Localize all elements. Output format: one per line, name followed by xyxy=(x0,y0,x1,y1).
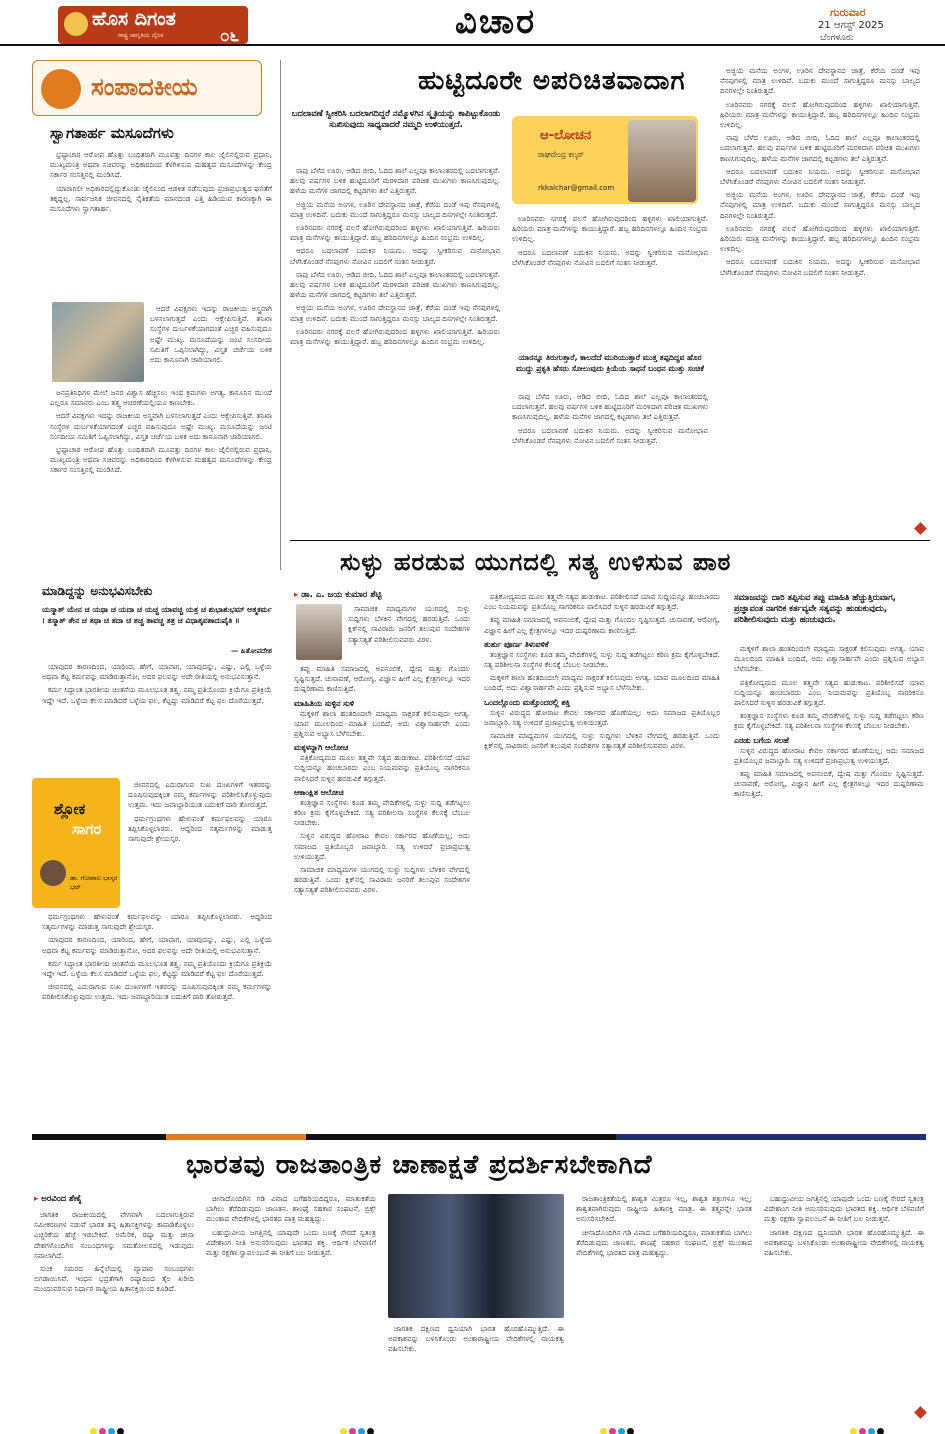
article1-col-2 xyxy=(512,214,708,350)
article1-para-9: ಆದರೂ ಬದಲಾವಣೆ ಬದುಕಿನ ನಿಯಮ. ಅದನ್ನು ಸ್ವೀಕರಿಸುವ ಮನೋಭಾವ ಬೆಳೆಸಿಕೊಂಡರೆ ನೆನಪುಗಳು ನೋವಿನ ಬದಲಿಗೆ ಸಂತಸ ನೀಡುತ್ತವೆ. xyxy=(512,247,708,267)
article2-col-1 xyxy=(294,664,470,1124)
article2-para-14: ಮಕ್ಕಳಿಗೆ ಶಾಲಾ ಹಂತದಿಂದಲೇ ಮಾಧ್ಯಮ ಸಾಕ್ಷರತೆ ಕಲಿಸುವುದು ಅಗತ್ಯ. ಯಾವ ಮೂಲದಿಂದ ಮಾಹಿತಿ ಬಂದಿದೆ, ಅದು ವಿಶ್ವಾಸಾರ್ಹವೇ ಎಂದು ಪ್ರಶ್ನಿಸುವ ಅಭ್ಯಾಸ ಬೆಳೆಸಬೇಕು. xyxy=(734,644,924,674)
sloka-author-photo xyxy=(40,860,66,886)
band-navy xyxy=(616,1134,926,1140)
article3-author: ಅರವಿಂದ ಶೆಣೈ xyxy=(41,1194,82,1204)
sloka-box xyxy=(32,778,120,908)
sloka-box-title-1: ಶ್ಲೋಕ xyxy=(54,800,86,818)
article1-para-1: ನಾವು ಬೆಳೆದ ಊರು, ಆಡಿದ ಬೀದಿ, ಓದಿದ ಶಾಲೆ ಎಲ್ಲವೂ ಕಾಲಾಂತರದಲ್ಲಿ ಬದಲಾಗುತ್ತವೆ. ಹಲವು ವರ್ಷಗಳ ಬಳಿಕ ಹುಟ್ಟಿದೂರಿಗೆ ಮರಳಿದಾಗ ಪರಿಚಿತ ಮುಖಗಳು ಕಾಣಸಿಗುವುದಿಲ್ಲ. ಹಳೆಯ ಮನೆಗಳ ಜಾಗದಲ್ಲಿ ಕಟ್ಟಡಗಳು ತಲೆ ಎತ್ತಿರುತ್ತವೆ. xyxy=(290,166,500,196)
article1-deck: ಬದಲಾವಣೆ ಸ್ವೀಕರಿಸಿ ಬದಲಾಗದಿದ್ದರೆ ನಮ್ಮೊಳಗಿನ ಸ್ಮೃತಿಯನ್ನು ಕಾಪಿಟ್ಟುಕೊಂಡು ಸುಖಿಸುವುದು ಸಾಧ್ಯವಾದರೆ ನಮ್ಮದಿ ಉಳಿಯುತ್ತದೆ. xyxy=(291,108,501,129)
article2-headline: ಸುಳ್ಳು ಹರಡುವ ಯುಗದಲ್ಲಿ ಸತ್ಯ ಉಳಿಸುವ ಪಾಠ xyxy=(340,548,732,576)
article1-para-11: ಆದರೂ ಬದಲಾವಣೆ ಬದುಕಿನ ನಿಯಮ. ಅದನ್ನು ಸ್ವೀಕರಿಸುವ ಮನೋಭಾವ ಬೆಳೆಸಿಕೊಂಡರೆ ನೆನಪುಗಳು ನೋವಿನ ಬದಲಿಗೆ ಸಂತಸ ನೀಡುತ್ತವೆ. xyxy=(512,425,708,445)
editorial-body-side xyxy=(150,304,272,384)
leaders-photo xyxy=(388,1194,564,1318)
article1-col-1 xyxy=(290,166,500,526)
article3-col-2 xyxy=(206,1194,376,1416)
article2-para-9: ತಪ್ಪು ಮಾಹಿತಿ ಸಮಾಜದಲ್ಲಿ ಅಪನಂಬಿಕೆ, ದ್ವೇಷ ಮತ್ತು ಗೊಂದಲ ಸೃಷ್ಟಿಸುತ್ತದೆ. ಚುನಾವಣೆ, ಆರೋಗ್ಯ, ವಿಜ್ಞಾನ ಹೀಗೆ ಎಲ್ಲ ಕ್ಷೇತ್ರಗಳಲ್ಲೂ ಇದರ ದುಷ್ಪರಿಣಾಮ ಕಾಣಿಸುತ್ತಿದೆ. xyxy=(484,615,720,635)
newspaper-logo[interactable] xyxy=(58,6,248,44)
article1-pull-quote: ಯಾರನ್ನೂ ತಿರುಗುತ್ತಾರೆ, ಕಾಲದೆದೆ ಮುರಿಯುತ್ತಾರೆ ಮುತ್ತ ತಪ್ಪದಿದ್ದವ ಹೊರ ಮುದ್ದು ಪ್ರಕೃತಿ ಹೆಸರು ಸೋಲುವುದು ಕ್ರಿಯೆಯ ಸಾಧನೆ ಬಂಧನ ಮುತ್ತು ಸಂಚಿಕೆ xyxy=(516,353,704,373)
article2-para-16: ತಂತ್ರಜ್ಞಾನ ಸಂಸ್ಥೆಗಳು ಕೂಡ ತಮ್ಮ ವೇದಿಕೆಗಳಲ್ಲಿ ಸುಳ್ಳು ಸುದ್ದಿ ತಡೆಗಟ್ಟಲು ಕಠಿಣ ಕ್ರಮ ಕೈಗೊಳ್ಳಬೇಕಿದೆ. ಸತ್ಯ ಪರಿಶೀಲನಾ ಸಂಸ್ಥೆಗಳ ಕೆಲಸಕ್ಕೆ ಬೆಂಬಲ ನೀಡಬೇಕು. xyxy=(734,711,924,731)
sloka-body-side xyxy=(128,780,272,908)
article2-para-12: ಸುಳ್ಳಿನ ವಿರುದ್ಧದ ಹೋರಾಟ ಕೇವಲ ಸರ್ಕಾರದ ಹೊಣೆಯಲ್ಲ; ಅದು ಸಮಾಜದ ಪ್ರತಿಯೊಬ್ಬರ ಜವಾಬ್ದಾರಿ. ಸತ್ಯ ಉಳಿದರೆ ಪ್ರಜಾಪ್ರಭುತ್ವ ಉಳಿಯುತ್ತದೆ. xyxy=(484,707,720,727)
sloka-para-7: ಕರ್ಮ ಸಿದ್ಧಾಂತ ಭಾರತೀಯ ಚಿಂತನೆಯ ಮೂಲಭೂತ ತತ್ತ್ವ. ನಮ್ಮ ಪ್ರತಿಯೊಂದು ಕ್ರಿಯೆಗೂ ಪ್ರತಿಕ್ರಿಯೆ ಇದ್ದೇ ಇದೆ. ಒಳ್ಳೆಯ ಕೆಲಸ ಮಾಡಿದರೆ ಒಳ್ಳೆಯ ಫಲ, ಕೆಟ್ಟದ್ದು ಮಾಡಿದರೆ ಕೆಟ್ಟ ಫಲ ದೊರೆಯುತ್ತದೆ. xyxy=(42,958,272,979)
registration-dots-1 xyxy=(90,1420,126,1428)
article2-byline xyxy=(294,590,382,600)
article1-para-17: ಊರಿನವರು ನಗರಕ್ಕೆ ವಲಸೆ ಹೋಗಿರುವುದರಿಂದ ಹಳ್ಳಿಗಳು ಖಾಲಿಯಾಗುತ್ತಿವೆ. ಹಿರಿಯರು ಮಾತ್ರ ಮನೆಗಳನ್ನು ಕಾಯುತ್ತಿದ್ದಾರೆ. ಹಬ್ಬ ಹರಿದಿನಗಳಲ್ಲೂ ಹಿಂದಿನ ಸಂಭ್ರಮ ಉಳಿದಿಲ್ಲ. xyxy=(720,223,920,254)
article2-subhead-6: ಎರಡು ಬಗೆಯ ಸಲಹೆ xyxy=(734,735,789,745)
article2-para-3: ಮಕ್ಕಳಿಗೆ ಶಾಲಾ ಹಂತದಿಂದಲೇ ಮಾಧ್ಯಮ ಸಾಕ್ಷರತೆ ಕಲಿಸುವುದು ಅಗತ್ಯ. ಯಾವ ಮೂಲದಿಂದ ಮಾಹಿತಿ ಬಂದಿದೆ, ಅದು ವಿಶ್ವಾಸಾರ್ಹವೇ ಎಂದು ಪ್ರಶ್ನಿಸುವ ಅಭ್ಯಾಸ ಬೆಳೆಸಬೇಕು. xyxy=(294,708,470,739)
article2-para-15: ಪತ್ರಿಕೋದ್ಯಮದ ಮೂಲ ತತ್ತ್ವವೇ ಸತ್ಯದ ಹುಡುಕಾಟ. ಪರಿಶೀಲಿಸದೆ ಯಾವ ಸುದ್ದಿಯನ್ನೂ ಹಂಚಬಾರದು ಎಂಬ ನಿಯಮವನ್ನು ಪ್ರತಿಯೊಬ್ಬ ನಾಗರಿಕನೂ ಪಾಲಿಸಿದರೆ ಸುಳ್ಳಿನ ಹರಡುವಿಕೆ ತಗ್ಗುತ್ತದೆ. xyxy=(734,677,924,708)
article3-headline: ಭಾರತವು ರಾಜತಾಂತ್ರಿಕ ಚಾಣಾಕ್ಷತೆ ಪ್ರದರ್ಶಿಸಬೇಕಾಗಿದೆ xyxy=(186,1150,653,1180)
article2-para-11: ಮಕ್ಕಳಿಗೆ ಶಾಲಾ ಹಂತದಿಂದಲೇ ಮಾಧ್ಯಮ ಸಾಕ್ಷರತೆ ಕಲಿಸುವುದು ಅಗತ್ಯ. ಯಾವ ಮೂಲದಿಂದ ಮಾಹಿತಿ ಬಂದಿದೆ, ಅದು ವಿಶ್ವಾಸಾರ್ಹವೇ ಎಂದು ಪ್ರಶ್ನಿಸುವ ಅಭ್ಯಾಸ ಬೆಳೆಸಬೇಕು. xyxy=(484,673,720,693)
sloka-verse: ಯಸ್ಮಾತ್ ಯೇನ ಚ ಯಥಾ ಚ ಯದಾ ಚ ಯಚ್ಚ ಯಾವಚ್ಚ ಯತ್ರ ಚ ಶುಭಾಶುಭಮ್ ಆತ್ಮಕರ್ಮ । ತಸ್ಮಾತ್ ತೇನ ಚ ತಥಾ ಚ ತದಾ ಚ ತಚ್ಚ ತಾವಚ್ಚ ತತ್ರ ಚ ವಿಧಾತೃವಶಾದುಪೈತಿ ॥ xyxy=(42,605,272,625)
sloka-box-author: ಡಾ. ಗೋಪಾಲ ಭಾಸ್ಕರ ಭಟ್ xyxy=(70,874,118,891)
article1-col-3 xyxy=(512,392,708,528)
article1-col-4 xyxy=(720,66,920,528)
article2-col-3 xyxy=(734,644,924,1124)
article2-para-7: ಸಾಮಾಜಿಕ ಮಾಧ್ಯಮಗಳ ಯುಗದಲ್ಲಿ ಸುಳ್ಳು ಸುದ್ದಿಗಳು ಬೆಳಕಿನ ವೇಗದಲ್ಲಿ ಹರಡುತ್ತಿವೆ. ಒಂದು ಕ್ಲಿಕ್‌ನಲ್ಲಿ ಸಾವಿರಾರು ಜನರಿಗೆ ತಲುಪುವ ಸಂದೇಶಗಳ ಸತ್ಯಾಸತ್ಯತೆ ಪರಿಶೀಲಿಸುವವರು ವಿರಳ. xyxy=(294,865,470,895)
article2-para-13: ಸಾಮಾಜಿಕ ಮಾಧ್ಯಮಗಳ ಯುಗದಲ್ಲಿ ಸುಳ್ಳು ಸುದ್ದಿಗಳು ಬೆಳಕಿನ ವೇಗದಲ್ಲಿ ಹರಡುತ್ತಿವೆ. ಒಂದು ಕ್ಲಿಕ್‌ನಲ್ಲಿ ಸಾವಿರಾರು ಜನರಿಗೆ ತಲುಪುವ ಸಂದೇಶಗಳ ಸತ್ಯಾಸತ್ಯತೆ ಪರಿಶೀಲಿಸುವವರು ವಿರಳ. xyxy=(484,731,720,751)
editorial-title: ಸ್ವಾಗತಾರ್ಹ ಮಸೂದೆಗಳು xyxy=(50,124,174,142)
article2-col-2 xyxy=(484,592,720,1124)
sloka-box-title-2: ಸಾಗರ xyxy=(72,820,102,838)
article1-para-10: ನಾವು ಬೆಳೆದ ಊರು, ಆಡಿದ ಬೀದಿ, ಓದಿದ ಶಾಲೆ ಎಲ್ಲವೂ ಕಾಲಾಂತರದಲ್ಲಿ ಬದಲಾಗುತ್ತವೆ. ಹಲವು ವರ್ಷಗಳ ಬಳಿಕ ಹುಟ್ಟಿದೂರಿಗೆ ಮರಳಿದಾಗ ಪರಿಚಿತ ಮುಖಗಳು ಕಾಣಸಿಗುವುದಿಲ್ಲ. ಹಳೆಯ ಮನೆಗಳ ಜಾಗದಲ್ಲಿ ಕಟ್ಟಡಗಳು ತಲೆ ಎತ್ತಿರುತ್ತವೆ. xyxy=(512,392,708,422)
article1-para-12: ಅಜ್ಜಿಯ ಮನೆಯ ಅಂಗಳ, ಊರಿನ ದೇವಸ್ಥಾನದ ಜಾತ್ರೆ, ಕೆರೆಯ ದಂಡೆ ಇವು ನೆನಪುಗಳಲ್ಲಿ ಮಾತ್ರ ಉಳಿದಿವೆ. ಬದುಕು ಮುಂದೆ ಸಾಗುತ್ತಿದ್ದರೂ ಮನಸ್ಸು ಬಾಲ್ಯದ ದಿನಗಳಲ್ಲೇ ನಿಂತಿರುತ್ತದೆ. xyxy=(720,66,920,96)
band-black xyxy=(32,1134,166,1140)
article3-para-1: ಜಾಗತಿಕ ರಾಜಕೀಯದಲ್ಲಿ ವೇಗವಾಗಿ ಬದಲಾಗುತ್ತಿರುವ ಸಮೀಕರಣಗಳ ನಡುವೆ ಭಾರತ ತನ್ನ ಹಿತಾಸಕ್ತಿಗಳನ್ನು ಕಾಪಾಡಿಕೊಳ್ಳಲು ಎಚ್ಚರಿಕೆಯ ಹೆಜ್ಜೆ ಇಡಬೇಕಿದೆ. ಅಮೆರಿಕ, ರಷ್ಯಾ ಮತ್ತು ಚೀನಾ ದೇಶಗಳೊಂದಿಗಿನ ಸಂಬಂಧಗಳನ್ನು ಸಮತೋಲನದಲ್ಲಿ ಇಡುವುದು ಸವಾಲಾಗಿದೆ. xyxy=(34,1210,194,1260)
article2-para-8: ಪತ್ರಿಕೋದ್ಯಮದ ಮೂಲ ತತ್ತ್ವವೇ ಸತ್ಯದ ಹುಡುಕಾಟ. ಪರಿಶೀಲಿಸದೆ ಯಾವ ಸುದ್ದಿಯನ್ನೂ ಹಂಚಬಾರದು ಎಂಬ ನಿಯಮವನ್ನು ಪ್ರತಿಯೊಬ್ಬ ನಾಗರಿಕನೂ ಪಾಲಿಸಿದರೆ ಸುಳ್ಳಿನ ಹರಡುವಿಕೆ ತಗ್ಗುತ್ತದೆ. xyxy=(484,592,720,612)
article2-para-6: ಸುಳ್ಳಿನ ವಿರುದ್ಧದ ಹೋರಾಟ ಕೇವಲ ಸರ್ಕಾರದ ಹೊಣೆಯಲ್ಲ; ಅದು ಸಮಾಜದ ಪ್ರತಿಯೊಬ್ಬರ ಜವಾಬ್ದಾರಿ. ಸತ್ಯ ಉಳಿದರೆ ಪ್ರಜಾಪ್ರಭುತ್ವ ಉಳಿಯುತ್ತದೆ. xyxy=(294,831,470,861)
article1-para-16: ಅಜ್ಜಿಯ ಮನೆಯ ಅಂಗಳ, ಊರಿನ ದೇವಸ್ಥಾನದ ಜಾತ್ರೆ, ಕೆರೆಯ ದಂಡೆ ಇವು ನೆನಪುಗಳಲ್ಲಿ ಮಾತ್ರ ಉಳಿದಿವೆ. ಬದುಕು ಮುಂದೆ ಸಾಗುತ್ತಿದ್ದರೂ ಮನಸ್ಸು ಬಾಲ್ಯದ ದಿನಗಳಲ್ಲೇ ನಿಂತಿರುತ್ತದೆ. xyxy=(720,190,920,220)
article2-para-2: ತಪ್ಪು ಮಾಹಿತಿ ಸಮಾಜದಲ್ಲಿ ಅಪನಂಬಿಕೆ, ದ್ವೇಷ ಮತ್ತು ಗೊಂದಲ ಸೃಷ್ಟಿಸುತ್ತದೆ. ಚುನಾವಣೆ, ಆರೋಗ್ಯ, ವಿಜ್ಞಾನ ಹೀಗೆ ಎಲ್ಲ ಕ್ಷೇತ್ರಗಳಲ್ಲೂ ಇದರ ದುಷ್ಪರಿಣಾಮ ಕಾಣಿಸುತ್ತಿದೆ. xyxy=(294,664,470,694)
logo-text: ಹೊಸ ದಿಗಂತ xyxy=(92,8,176,30)
article3-byline xyxy=(34,1194,82,1204)
editorial-label-box xyxy=(32,60,262,116)
columnist-email[interactable]: rkkalchar@gmail.com xyxy=(538,184,615,192)
section-rule xyxy=(290,540,930,541)
editorial-para-1: ಭ್ರಷ್ಟಾಚಾರ ಆರೋಪ ಹೊತ್ತು ಬಂಧಿತರಾಗಿ ಮೂವತ್ತು ದಿನಗಳ ಕಾಲ ಜೈಲಿನಲ್ಲಿರುವ ಪ್ರಧಾನಿ, ಮುಖ್ಯಮಂತ್ರಿ ಅಥವಾ ಸಚಿವರನ್ನು ಅಧಿಕಾರದಿಂದ ಕೆಳಗಿಳಿಸುವ ಮಹತ್ವದ ಮಸೂದೆಗಳನ್ನು ಕೇಂದ್ರ ಸರ್ಕಾರ ಸಂಸತ್ತಿನಲ್ಲಿ ಮಂಡಿಸಿದೆ. xyxy=(50,150,272,180)
article2-para-1: ಸಾಮಾಜಿಕ ಮಾಧ್ಯಮಗಳ ಯುಗದಲ್ಲಿ ಸುಳ್ಳು ಸುದ್ದಿಗಳು ಬೆಳಕಿನ ವೇಗದಲ್ಲಿ ಹರಡುತ್ತಿವೆ. ಒಂದು ಕ್ಲಿಕ್‌ನಲ್ಲಿ ಸಾವಿರಾರು ಜನರಿಗೆ ತಲುಪುವ ಸಂದೇಶಗಳ ಸತ್ಯಾಸತ್ಯತೆ ಪರಿಶೀಲಿಸುವವರು ವಿರಳ. xyxy=(348,604,470,644)
article2-author: ಡಾ. ಎ. ಜಯ ಕುಮಾರ ಶೆಟ್ಟಿ xyxy=(301,590,382,600)
issue-day: ಗುರುವಾರ xyxy=(830,6,866,19)
article1-headline: ಹುಟ್ಟಿದೂರೇ ಅಪರಿಚಿತವಾದಾಗ xyxy=(418,66,686,96)
editorial-body-top xyxy=(50,150,272,298)
sloka-para-6: ಯಾವುದರ ಕಾರಣದಿಂದ, ಯಾರಿಂದ, ಹೇಗೆ, ಯಾವಾಗ, ಯಾವುದನ್ನು, ಎಷ್ಟು, ಎಲ್ಲಿ ಒಳ್ಳೆಯ ಅಥವಾ ಕೆಟ್ಟ ಕರ್ಮವನ್ನು ಮಾಡಿರುತ್ತಾನೋ, ಅದರ ಫಲವನ್ನು ಅದೇ ರೀತಿಯಲ್ಲಿ ಅನುಭವಿಸುತ್ತಾನೆ. xyxy=(42,935,272,955)
sloka-source-line: — ಹಿತೋಪದೇಶ xyxy=(231,646,272,655)
article3-col-1 xyxy=(34,1210,194,1416)
sloka-title: ಮಾಡಿದ್ದನ್ನು ಅನುಭವಿಸಬೇಕು xyxy=(42,584,153,598)
article1-para-3: ಊರಿನವರು ನಗರಕ್ಕೆ ವಲಸೆ ಹೋಗಿರುವುದರಿಂದ ಹಳ್ಳಿಗಳು ಖಾಲಿಯಾಗುತ್ತಿವೆ. ಹಿರಿಯರು ಮಾತ್ರ ಮನೆಗಳನ್ನು ಕಾಯುತ್ತಿದ್ದಾರೆ. ಹಬ್ಬ ಹರಿದಿನಗಳಲ್ಲೂ ಹಿಂದಿನ ಸಂಭ್ರಮ ಉಳಿದಿಲ್ಲ. xyxy=(290,223,500,243)
lamp-icon xyxy=(64,12,88,36)
band-orange xyxy=(166,1134,306,1140)
byline-arrow-icon: ▸ xyxy=(34,1194,42,1204)
article1-para-8: ಊರಿನವರು ನಗರಕ್ಕೆ ವಲಸೆ ಹೋಗಿರುವುದರಿಂದ ಹಳ್ಳಿಗಳು ಖಾಲಿಯಾಗುತ್ತಿವೆ. ಹಿರಿಯರು ಮಾತ್ರ ಮನೆಗಳನ್ನು ಕಾಯುತ್ತಿದ್ದಾರೆ. ಹಬ್ಬ ಹರಿದಿನಗಳಲ್ಲೂ ಹಿಂದಿನ ಸಂಭ್ರಮ ಉಳಿದಿಲ್ಲ. xyxy=(512,214,708,244)
sloka-body-top xyxy=(42,662,272,776)
article2-para-4: ಪತ್ರಿಕೋದ್ಯಮದ ಮೂಲ ತತ್ತ್ವವೇ ಸತ್ಯದ ಹುಡುಕಾಟ. ಪರಿಶೀಲಿಸದೆ ಯಾವ ಸುದ್ದಿಯನ್ನೂ ಹಂಚಬಾರದು ಎಂಬ ನಿಯಮವನ್ನು ಪ್ರತಿಯೊಬ್ಬ ನಾಗರಿಕನೂ ಪಾಲಿಸಿದರೆ ಸುಳ್ಳಿನ ಹರಡುವಿಕೆ ತಗ್ಗುತ್ತದೆ. xyxy=(294,753,470,783)
registration-dots-3 xyxy=(600,1420,636,1428)
article2-para-17: ಸುಳ್ಳಿನ ವಿರುದ್ಧದ ಹೋರಾಟ ಕೇವಲ ಸರ್ಕಾರದ ಹೊಣೆಯಲ್ಲ; ಅದು ಸಮಾಜದ ಪ್ರತಿಯೊಬ್ಬರ ಜವಾಬ್ದಾರಿ. ಸತ್ಯ ಉಳಿದರೆ ಪ್ರಜಾಪ್ರಭುತ್ವ ಉಳಿಯುತ್ತದೆ. xyxy=(734,745,924,765)
registration-dots-2 xyxy=(340,1420,376,1428)
sloka-para-2: ಕರ್ಮ ಸಿದ್ಧಾಂತ ಭಾರತೀಯ ಚಿಂತನೆಯ ಮೂಲಭೂತ ತತ್ತ್ವ. ನಮ್ಮ ಪ್ರತಿಯೊಂದು ಕ್ರಿಯೆಗೂ ಪ್ರತಿಕ್ರಿಯೆ ಇದ್ದೇ ಇದೆ. ಒಳ್ಳೆಯ ಕೆಲಸ ಮಾಡಿದರೆ ಒಳ್ಳೆಯ ಫಲ, ಕೆಟ್ಟದ್ದು ಮಾಡಿದರೆ ಕೆಟ್ಟ ಫಲ ದೊರೆಯುತ್ತದೆ. xyxy=(42,685,272,705)
article2-subhead-1: ಮಾಹಿತಿಯ ಸುಳ್ಳಿನ ಸುಳಿ xyxy=(294,698,354,708)
article2-para-5: ತಂತ್ರಜ್ಞಾನ ಸಂಸ್ಥೆಗಳು ಕೂಡ ತಮ್ಮ ವೇದಿಕೆಗಳಲ್ಲಿ ಸುಳ್ಳು ಸುದ್ದಿ ತಡೆಗಟ್ಟಲು ಕಠಿಣ ಕ್ರಮ ಕೈಗೊಳ್ಳಬೇಕಿದೆ. ಸತ್ಯ ಪರಿಶೀಲನಾ ಸಂಸ್ಥೆಗಳ ಕೆಲಸಕ್ಕೆ ಬೆಂಬಲ ನೀಡಬೇಕು. xyxy=(294,797,470,828)
article1-para-14: ನಾವು ಬೆಳೆದ ಊರು, ಆಡಿದ ಬೀದಿ, ಓದಿದ ಶಾಲೆ ಎಲ್ಲವೂ ಕಾಲಾಂತರದಲ್ಲಿ ಬದಲಾಗುತ್ತವೆ. ಹಲವು ವರ್ಷಗಳ ಬಳಿಕ ಹುಟ್ಟಿದೂರಿಗೆ ಮರಳಿದಾಗ ಪರಿಚಿತ ಮುಖಗಳು ಕಾಣಸಿಗುವುದಿಲ್ಲ. ಹಳೆಯ ಮನೆಗಳ ಜಾಗದಲ್ಲಿ ಕಟ್ಟಡಗಳು ತಲೆ ಎತ್ತಿರುತ್ತವೆ. xyxy=(720,133,920,163)
article1-para-2: ಅಜ್ಜಿಯ ಮನೆಯ ಅಂಗಳ, ಊರಿನ ದೇವಸ್ಥಾನದ ಜಾತ್ರೆ, ಕೆರೆಯ ದಂಡೆ ಇವು ನೆನಪುಗಳಲ್ಲಿ ಮಾತ್ರ ಉಳಿದಿವೆ. ಬದುಕು ಮುಂದೆ ಸಾಗುತ್ತಿದ್ದರೂ ಮನಸ್ಸು ಬಾಲ್ಯದ ದಿನಗಳಲ್ಲೇ ನಿಂತಿರುತ್ತದೆ. xyxy=(290,199,500,219)
article2-deck: ಸಮಾಜವನ್ನು ದಾರಿ ತಪ್ಪಿಸುವ ತಪ್ಪು ಮಾಹಿತಿ ಹೆಚ್ಚುತ್ತಿರುವಾಗ, ಪ್ರಜ್ಞಾವಂತ ನಾಗರಿಕ ಕರ್ತವ್ಯವೇ ಸತ್ಯವನ್ನು ಹುಡುಕುವುದು, ಪರಿಶೀಲಿಸುವುದು ಮತ್ತು ಹಂಚುವುದು. xyxy=(734,592,896,624)
article2-subhead-5: ಒಂದಲ್ಲೊಂದು ಮತ್ತೊಂದರಲ್ಲಿ ಶಕ್ತಿ xyxy=(484,697,570,707)
logo-tagline: ರಾಷ್ಟ್ರ ಜಾಗೃತಿಯ ದೈನಿಕ xyxy=(118,32,164,39)
article3-col-3 xyxy=(388,1324,564,1416)
column-name: ಆ-ಲೋಚನ xyxy=(540,128,592,143)
page-number: ೦೬ xyxy=(220,26,240,46)
article3-para-4: ಬಹುಧ್ರುವೀಯ ಜಗತ್ತಿನಲ್ಲಿ ಯಾವುದೇ ಒಂದು ಬಣಕ್ಕೆ ಸೇರದೆ ಸ್ವತಂತ್ರ ವಿದೇಶಾಂಗ ನೀತಿ ಅನುಸರಿಸುವುದು ಭಾರತದ ಶಕ್ತಿ. ಆರ್ಥಿಕ ಬೆಳವಣಿಗೆ ಮತ್ತು ರಕ್ಷಣಾ ಸ್ವಾವಲಂಬನೆ ಈ ನೀತಿಗೆ ಬಲ ನೀಡುತ್ತವೆ. xyxy=(206,1227,376,1258)
editorial-para-4: ಜನಪ್ರತಿನಿಧಿಗಳ ಮೇಲೆ ಜನರ ವಿಶ್ವಾಸ ಹೆಚ್ಚಿಸಲು ಇಂಥ ಕ್ರಮಗಳು ಅಗತ್ಯ. ಕಾನೂನಿನ ಮುಂದೆ ಎಲ್ಲರೂ ಸಮಾನರು ಎಂಬ ತತ್ತ್ವ ಆಚರಣೆಯಲ್ಲಿಯೂ ಕಾಣಬೇಕು. xyxy=(50,388,272,408)
article3-para-2: ಸುಂಕ ಸಮರದ ಹಿನ್ನೆಲೆಯಲ್ಲಿ ವ್ಯಾಪಾರ ಸಂಬಂಧಗಳು ಬಿಗಡಾಯಿಸಿವೆ. ಇಂಧನ ಭದ್ರತೆಗಾಗಿ ರಷ್ಯಾದಿಂದ ತೈಲ ಖರೀದಿ ಮುಂದುವರಿಸುವ ನಿರ್ಧಾರ ರಾಷ್ಟ್ರೀಯ ಹಿತಾಸಕ್ತಿಯಿಂದ ಕೂಡಿದೆ. xyxy=(34,1264,194,1294)
article2-lead xyxy=(348,604,470,660)
article1-para-4: ಆದರೂ ಬದಲಾವಣೆ ಬದುಕಿನ ನಿಯಮ. ಅದನ್ನು ಸ್ವೀಕರಿಸುವ ಮನೋಭಾವ ಬೆಳೆಸಿಕೊಂಡರೆ ನೆನಪುಗಳು ನೋವಿನ ಬದಲಿಗೆ ಸಂತಸ ನೀಡುತ್ತವೆ. xyxy=(290,246,500,266)
columnist-portrait xyxy=(628,120,696,202)
article2-author-photo xyxy=(296,604,342,660)
sloka-para-3: ಜೀವನದಲ್ಲಿ ಎದುರಾಗುವ ಸುಖ ದುಃಖಗಳಿಗೆ ಇತರರನ್ನು ದೂಷಿಸುವುದಕ್ಕಿಂತ ನಮ್ಮ ಕರ್ಮಗಳನ್ನು ಪರಿಶೀಲಿಸಿಕೊಳ್ಳುವುದು ಉತ್ತಮ. ಇದು ಜವಾಬ್ದಾರಿಯುತ ಬದುಕಿಗೆ ದಾರಿ ತೋರುತ್ತದೆ. xyxy=(128,780,272,810)
article2-subhead-2: ಮಕ್ಕಳನ್ನಾಗಿ ಆಲೋಚ xyxy=(294,743,349,753)
article3-col-5 xyxy=(764,1194,924,1416)
registration-dots-4 xyxy=(850,1420,886,1428)
article3-para-8: ಬಹುಧ್ರುವೀಯ ಜಗತ್ತಿನಲ್ಲಿ ಯಾವುದೇ ಒಂದು ಬಣಕ್ಕೆ ಸೇರದೆ ಸ್ವತಂತ್ರ ವಿದೇಶಾಂಗ ನೀತಿ ಅನುಸರಿಸುವುದು ಭಾರತದ ಶಕ್ತಿ. ಆರ್ಥಿಕ ಬೆಳವಣಿಗೆ ಮತ್ತು ರಕ್ಷಣಾ ಸ್ವಾವಲಂಬನೆ ಈ ನೀತಿಗೆ ಬಲ ನೀಡುತ್ತವೆ. xyxy=(764,1194,924,1224)
article3-para-6: ರಾಜತಾಂತ್ರಿಕತೆಯಲ್ಲಿ ಶಾಶ್ವತ ಮಿತ್ರರೂ ಇಲ್ಲ, ಶಾಶ್ವತ ಶತ್ರುಗಳೂ ಇಲ್ಲ; ಶಾಶ್ವತವಾಗಿರುವುದು ರಾಷ್ಟ್ರೀಯ ಹಿತಾಸಕ್ತಿ ಮಾತ್ರ. ಈ ತತ್ತ್ವವನ್ನೇ ಭಾರತ ಅನುಸರಿಸಬೇಕಿದೆ. xyxy=(576,1194,752,1224)
sloka-para-8: ಜೀವನದಲ್ಲಿ ಎದುರಾಗುವ ಸುಖ ದುಃಖಗಳಿಗೆ ಇತರರನ್ನು ದೂಷಿಸುವುದಕ್ಕಿಂತ ನಮ್ಮ ಕರ್ಮಗಳನ್ನು ಪರಿಶೀಲಿಸಿಕೊಳ್ಳುವುದು ಉತ್ತಮ. ಇದು ಜವಾಬ್ದಾರಿಯುತ ಬದುಕಿಗೆ ದಾರಿ ತೋರುತ್ತದೆ. xyxy=(42,982,272,1002)
sloka-para-4: ಧರ್ಮಗ್ರಂಥಗಳು ಹೇಳುವಂತೆ ಕರ್ಮಫಲವನ್ನು ಯಾರೂ ತಪ್ಪಿಸಿಕೊಳ್ಳಲಾರರು. ಆದ್ದರಿಂದ ಸತ್ಕರ್ಮಗಳನ್ನು ಮಾಡುತ್ತ ಸಾಗುವುದೇ ಶ್ರೇಯಸ್ಕರ. xyxy=(128,813,272,844)
sloka-para-1: ಯಾವುದರ ಕಾರಣದಿಂದ, ಯಾರಿಂದ, ಹೇಗೆ, ಯಾವಾಗ, ಯಾವುದನ್ನು, ಎಷ್ಟು, ಎಲ್ಲಿ ಒಳ್ಳೆಯ ಅಥವಾ ಕೆಟ್ಟ ಕರ್ಮವನ್ನು ಮಾಡಿರುತ್ತಾನೋ, ಅದರ ಫಲವನ್ನು ಅದೇ ರೀತಿಯಲ್ಲಿ ಅನುಭವಿಸುತ್ತಾನೆ. xyxy=(42,662,272,682)
band-black-2 xyxy=(306,1134,616,1140)
section-title: ವಿಚಾರ xyxy=(455,2,537,42)
issue-date: 21 ಆಗಸ್ಟ್ 2025 xyxy=(818,20,884,31)
article2-para-10: ತಂತ್ರಜ್ಞಾನ ಸಂಸ್ಥೆಗಳು ಕೂಡ ತಮ್ಮ ವೇದಿಕೆಗಳಲ್ಲಿ ಸುಳ್ಳು ಸುದ್ದಿ ತಡೆಗಟ್ಟಲು ಕಠಿಣ ಕ್ರಮ ಕೈಗೊಳ್ಳಬೇಕಿದೆ. ಸತ್ಯ ಪರಿಶೀಲನಾ ಸಂಸ್ಥೆಗಳ ಕೆಲಸಕ್ಕೆ ಬೆಂಬಲ ನೀಡಬೇಕು. xyxy=(484,649,720,670)
article3-col-4 xyxy=(576,1194,752,1416)
editorial-para-6: ಭ್ರಷ್ಟಾಚಾರ ಆರೋಪ ಹೊತ್ತು ಬಂಧಿತರಾಗಿ ಮೂವತ್ತು ದಿನಗಳ ಕಾಲ ಜೈಲಿನಲ್ಲಿರುವ ಪ್ರಧಾನಿ, ಮುಖ್ಯಮಂತ್ರಿ ಅಥವಾ ಸಚಿವರನ್ನು ಅಧಿಕಾರದಿಂದ ಕೆಳಗಿಳಿಸುವ ಮಹತ್ವದ ಮಸೂದೆಗಳನ್ನು ಕೇಂದ್ರ ಸರ್ಕಾರ ಸಂಸತ್ತಿನಲ್ಲಿ ಮಂಡಿಸಿದೆ. xyxy=(50,445,272,475)
sloka-source: ಹಿತೋಪದೇಶ xyxy=(240,646,272,655)
byline-arrow-icon: ▸ xyxy=(294,590,302,600)
article1-para-5: ನಾವು ಬೆಳೆದ ಊರು, ಆಡಿದ ಬೀದಿ, ಓದಿದ ಶಾಲೆ ಎಲ್ಲವೂ ಕಾಲಾಂತರದಲ್ಲಿ ಬದಲಾಗುತ್ತವೆ. ಹಲವು ವರ್ಷಗಳ ಬಳಿಕ ಹುಟ್ಟಿದೂರಿಗೆ ಮರಳಿದಾಗ ಪರಿಚಿತ ಮುಖಗಳು ಕಾಣಸಿಗುವುದಿಲ್ಲ. ಹಳೆಯ ಮನೆಗಳ ಜಾಗದಲ್ಲಿ ಕಟ್ಟಡಗಳು ತಲೆ ಎತ್ತಿರುತ್ತವೆ. xyxy=(290,269,500,300)
article1-para-6: ಅಜ್ಜಿಯ ಮನೆಯ ಅಂಗಳ, ಊರಿನ ದೇವಸ್ಥಾನದ ಜಾತ್ರೆ, ಕೆರೆಯ ದಂಡೆ ಇವು ನೆನಪುಗಳಲ್ಲಿ ಮಾತ್ರ ಉಳಿದಿವೆ. ಬದುಕು ಮುಂದೆ ಸಾಗುತ್ತಿದ್ದರೂ ಮನಸ್ಸು ಬಾಲ್ಯದ ದಿನಗಳಲ್ಲೇ ನಿಂತಿರುತ್ತದೆ. xyxy=(290,303,500,323)
article2-subhead-3: ಆಕಾಂಕ್ಷಿತ ಆಲೋಚ xyxy=(294,787,344,797)
article3-para-9: ಜಾಗತಿಕ ದಕ್ಷಿಣದ ಧ್ವನಿಯಾಗಿ ಭಾರತ ಹೊರಹೊಮ್ಮುತ್ತಿದೆ. ಈ ಅವಕಾಶವನ್ನು ಬಳಸಿಕೊಂಡು ಅಂತಾರಾಷ್ಟ್ರೀಯ ವೇದಿಕೆಗಳಲ್ಲಿ ನಾಯಕತ್ವ ವಹಿಸಬೇಕು. xyxy=(764,1227,924,1258)
editorial-para-5: ಆದರೆ ವಿಪಕ್ಷಗಳು ಇದನ್ನು ರಾಜಕೀಯ ಅಸ್ತ್ರವಾಗಿ ಬಳಸಲಾಗುತ್ತದೆ ಎಂದು ಆಕ್ಷೇಪಿಸುತ್ತಿವೆ. ತನಿಖಾ ಸಂಸ್ಥೆಗಳ ದುರ್ಬಳಕೆಯಾಗದಂತೆ ಎಚ್ಚರ ವಹಿಸುವುದೂ ಅಷ್ಟೇ ಮುಖ್ಯ. ಮಸೂದೆಯನ್ನು ಜಂಟಿ ಸಂಸದೀಯ ಸಮಿತಿಗೆ ಒಪ್ಪಿಸಲಾಗಿದ್ದು, ವಿಸ್ತೃತ ಚರ್ಚೆಯ ಬಳಿಕ ಅದು ಕಾನೂನಾಗಿ ಜಾರಿಯಾಗಲಿ. xyxy=(50,411,272,441)
sloka-para-5: ಧರ್ಮಗ್ರಂಥಗಳು ಹೇಳುವಂತೆ ಕರ್ಮಫಲವನ್ನು ಯಾರೂ ತಪ್ಪಿಸಿಕೊಳ್ಳಲಾರರು. ಆದ್ದರಿಂದ ಸತ್ಕರ್ಮಗಳನ್ನು ಮಾಡುತ್ತ ಸಾಗುವುದೇ ಶ್ರೇಯಸ್ಕರ. xyxy=(42,912,272,932)
article3-para-3: ಚೀನಾದೊಂದಿಗಿನ ಗಡಿ ವಿವಾದ ಬಗೆಹರಿಯದಿದ್ದರೂ, ಮಾತುಕತೆಯ ಬಾಗಿಲು ತೆರೆದಿಡುವುದು ಜಾಣತನ. ಶಾಂಘೈ ಸಹಕಾರ ಸಂಘಟನೆ, ಬ್ರಿಕ್ಸ್ ಮುಂತಾದ ವೇದಿಕೆಗಳಲ್ಲಿ ಭಾರತದ ಪಾತ್ರ ಮಹತ್ವದ್ದು. xyxy=(206,1194,376,1224)
article3-para-7: ಚೀನಾದೊಂದಿಗಿನ ಗಡಿ ವಿವಾದ ಬಗೆಹರಿಯದಿದ್ದರೂ, ಮಾತುಕತೆಯ ಬಾಗಿಲು ತೆರೆದಿಡುವುದು ಜಾಣತನ. ಶಾಂಘೈ ಸಹಕಾರ ಸಂಘಟನೆ, ಬ್ರಿಕ್ಸ್ ಮುಂತಾದ ವೇದಿಕೆಗಳಲ್ಲಿ ಭಾರತದ ಪಾತ್ರ ಮಹತ್ವದ್ದು. xyxy=(576,1227,752,1258)
issue-city: ಬೆಂಗಳೂರು xyxy=(820,33,854,43)
editorial-logo-icon xyxy=(41,69,81,109)
article3-para-5: ಜಾಗತಿಕ ದಕ್ಷಿಣದ ಧ್ವನಿಯಾಗಿ ಭಾರತ ಹೊರಹೊಮ್ಮುತ್ತಿದೆ. ಈ ಅವಕಾಶವನ್ನು ಬಳಸಿಕೊಂಡು ಅಂತಾರಾಷ್ಟ್ರೀಯ ವೇದಿಕೆಗಳಲ್ಲಿ ನಾಯಕತ್ವ ವಹಿಸಬೇಕು. xyxy=(388,1324,564,1354)
article1-para-13: ಊರಿನವರು ನಗರಕ್ಕೆ ವಲಸೆ ಹೋಗಿರುವುದರಿಂದ ಹಳ್ಳಿಗಳು ಖಾಲಿಯಾಗುತ್ತಿವೆ. ಹಿರಿಯರು ಮಾತ್ರ ಮನೆಗಳನ್ನು ಕಾಯುತ್ತಿದ್ದಾರೆ. ಹಬ್ಬ ಹರಿದಿನಗಳಲ್ಲೂ ಹಿಂದಿನ ಸಂಭ್ರಮ ಉಳಿದಿಲ್ಲ. xyxy=(720,99,920,130)
sloka-body-bottom xyxy=(42,912,272,1124)
column-divider xyxy=(280,60,281,570)
article1-para-7: ಊರಿನವರು ನಗರಕ್ಕೆ ವಲಸೆ ಹೋಗಿರುವುದರಿಂದ ಹಳ್ಳಿಗಳು ಖಾಲಿಯಾಗುತ್ತಿವೆ. ಹಿರಿಯರು ಮಾತ್ರ ಮನೆಗಳನ್ನು ಕಾಯುತ್ತಿದ್ದಾರೆ. ಹಬ್ಬ ಹರಿದಿನಗಳಲ್ಲೂ ಹಿಂದಿನ ಸಂಭ್ರಮ ಉಳಿದಿಲ್ಲ. xyxy=(290,326,500,347)
editorial-para-3: ಆದರೆ ವಿಪಕ್ಷಗಳು ಇದನ್ನು ರಾಜಕೀಯ ಅಸ್ತ್ರವಾಗಿ ಬಳಸಲಾಗುತ್ತದೆ ಎಂದು ಆಕ್ಷೇಪಿಸುತ್ತಿವೆ. ತನಿಖಾ ಸಂಸ್ಥೆಗಳ ದುರ್ಬಳಕೆಯಾಗದಂತೆ ಎಚ್ಚರ ವಹಿಸುವುದೂ ಅಷ್ಟೇ ಮುಖ್ಯ. ಮಸೂದೆಯನ್ನು ಜಂಟಿ ಸಂಸದೀಯ ಸಮಿತಿಗೆ ಒಪ್ಪಿಸಲಾಗಿದ್ದು, ವಿಸ್ತೃತ ಚರ್ಚೆಯ ಬಳಿಕ ಅದು ಕಾನೂನಾಗಿ ಜಾರಿಯಾಗಲಿ. xyxy=(150,304,272,365)
article2-para-18: ತಪ್ಪು ಮಾಹಿತಿ ಸಮಾಜದಲ್ಲಿ ಅಪನಂಬಿಕೆ, ದ್ವೇಷ ಮತ್ತು ಗೊಂದಲ ಸೃಷ್ಟಿಸುತ್ತದೆ. ಚುನಾವಣೆ, ಆರೋಗ್ಯ, ವಿಜ್ಞಾನ ಹೀಗೆ ಎಲ್ಲ ಕ್ಷೇತ್ರಗಳಲ್ಲೂ ಇದರ ದುಷ್ಪರಿಣಾಮ ಕಾಣಿಸುತ್ತಿದೆ. xyxy=(734,769,924,799)
editorial-label: ಸಂಪಾದಕೀಯ xyxy=(91,73,198,101)
article1-para-18: ಆದರೂ ಬದಲಾವಣೆ ಬದುಕಿನ ನಿಯಮ. ಅದನ್ನು ಸ್ವೀಕರಿಸುವ ಮನೋಭಾವ ಬೆಳೆಸಿಕೊಂಡರೆ ನೆನಪುಗಳು ನೋವಿನ ಬದಲಿಗೆ ಸಂತಸ ನೀಡುತ್ತವೆ. xyxy=(720,257,920,277)
parliament-photo xyxy=(52,302,144,382)
article2-subhead-4: ತುರ್ತು ಪೂರ್ಣ ತಿಳುವಳಿಕೆ xyxy=(484,639,549,649)
masthead xyxy=(0,0,945,46)
columnist-name: ರಾಘವೇಂದ್ರ ಕಲ್ಕರ್ xyxy=(538,150,584,159)
article1-para-15: ಆದರೂ ಬದಲಾವಣೆ ಬದುಕಿನ ನಿಯಮ. ಅದನ್ನು ಸ್ವೀಕರಿಸುವ ಮನೋಭಾವ ಬೆಳೆಸಿಕೊಂಡರೆ ನೆನಪುಗಳು ನೋವಿನ ಬದಲಿಗೆ ಸಂತಸ ನೀಡುತ್ತವೆ. xyxy=(720,166,920,187)
editorial-body-bottom xyxy=(50,388,272,568)
editorial-para-2: ಯಾರಾಗಲೀ ಅಧಿಕಾರದಲ್ಲಿದ್ದುಕೊಂಡು ಜೈಲಿನಿಂದ ಆಡಳಿತ ನಡೆಸುವುದು ಪ್ರಜಾಪ್ರಭುತ್ವದ ಘನತೆಗೆ ತಕ್ಕದ್ದಲ್ಲ. ಸಾರ್ವಜನಿಕ ಜೀವನದಲ್ಲಿ ನೈತಿಕತೆಯ ಮಾನದಂಡ ಎತ್ತಿ ಹಿಡಿಯುವ ಕಾರಣಕ್ಕಾಗಿ ಈ ಮಸೂದೆಗಳು ಸ್ವಾಗತಾರ್ಹ. xyxy=(50,183,272,214)
